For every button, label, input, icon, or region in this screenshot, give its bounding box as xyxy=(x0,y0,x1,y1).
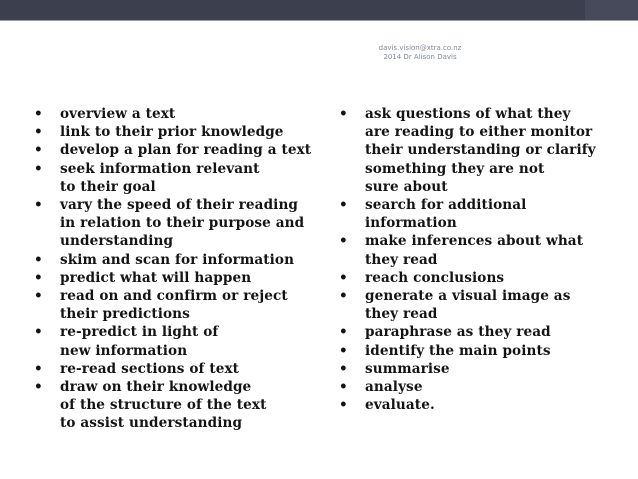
item-text-line: paraphrase as they read xyxy=(365,324,551,341)
item-text-line: make inferences about what xyxy=(365,233,584,250)
item-text-line: something they are not xyxy=(365,160,545,177)
right-list-item xyxy=(339,196,624,232)
header-divider xyxy=(0,20,638,21)
left-list-item xyxy=(34,105,324,123)
right-list-item xyxy=(339,287,624,323)
bullet-icon: • xyxy=(34,160,43,177)
item-text-line: overview a text xyxy=(60,106,176,122)
left-list-item xyxy=(34,360,324,378)
bullet-icon: • xyxy=(34,360,43,377)
right-list-item xyxy=(339,269,624,287)
item-text-line: re-read sections of text xyxy=(60,360,240,377)
item-text-line: search for additional xyxy=(365,197,527,214)
header-accent-block xyxy=(585,0,638,20)
item-text-line: to their goal xyxy=(60,178,156,195)
left-list-item xyxy=(34,378,324,433)
bullet-icon: • xyxy=(34,288,43,305)
left-list-item xyxy=(34,323,324,359)
author-copyright: 2014 Dr Alison Davis xyxy=(383,53,457,61)
left-list-item xyxy=(34,269,324,287)
bullet-icon: • xyxy=(34,197,43,214)
bullet-icon: • xyxy=(339,397,348,414)
right-list-item xyxy=(339,360,624,378)
left-list-item xyxy=(34,160,324,196)
item-text-line: information xyxy=(365,215,457,232)
item-text-line: in relation to their purpose and xyxy=(60,215,305,232)
item-text-line: develop a plan for reading a text xyxy=(60,142,312,159)
bullet-icon: • xyxy=(339,379,348,396)
right-list-item xyxy=(339,105,624,196)
item-text-line: read on and confirm or reject xyxy=(60,288,288,305)
right-list-item xyxy=(339,342,624,360)
bullet-icon: • xyxy=(339,342,348,359)
bullet-icon: • xyxy=(339,324,348,341)
bullet-icon: • xyxy=(34,106,43,122)
right-list-item xyxy=(339,378,624,396)
bullet-icon: • xyxy=(339,106,348,122)
left-list-item xyxy=(34,196,324,251)
item-text-line: to assist understanding xyxy=(60,415,243,432)
left-list-item xyxy=(34,123,324,141)
item-text-line: generate a visual image as xyxy=(365,288,571,305)
header-dark-band xyxy=(0,0,585,20)
item-text-line: draw on their knowledge xyxy=(60,379,252,396)
author-email: davis.vision@xtra.co.nz xyxy=(378,44,462,52)
item-text-line: re-predict in light of xyxy=(60,324,219,341)
right-list-item xyxy=(339,232,624,268)
left-list-item xyxy=(34,287,324,323)
bullet-icon: • xyxy=(34,324,43,341)
item-text-line: new information xyxy=(60,342,188,359)
bullet-icon: • xyxy=(34,251,43,268)
left-list-item xyxy=(34,251,324,269)
right-list-item xyxy=(339,396,624,414)
item-text-line: skim and scan for information xyxy=(60,251,295,268)
item-text-line: ask questions of what they xyxy=(365,106,571,122)
item-text-line: evaluate. xyxy=(365,397,435,414)
right-strategy-list xyxy=(339,105,624,414)
bullet-icon: • xyxy=(339,288,348,305)
right-list-item xyxy=(339,323,624,341)
item-text-line: their understanding or clarify xyxy=(365,142,596,159)
item-text-line: vary the speed of their reading xyxy=(60,197,299,214)
item-text-line: predict what will happen xyxy=(60,269,252,286)
item-text-line: understanding xyxy=(60,233,174,250)
item-text-line: summarise xyxy=(365,360,450,377)
item-text-line: link to their prior knowledge xyxy=(60,124,284,141)
item-text-line: they read xyxy=(365,306,438,323)
bullet-icon: • xyxy=(34,269,43,286)
bullet-icon: • xyxy=(339,269,348,286)
bullet-icon: • xyxy=(34,379,43,396)
item-text-line: sure about xyxy=(365,178,448,195)
item-text-line: reach conclusions xyxy=(365,269,505,286)
bullet-icon: • xyxy=(339,360,348,377)
item-text-line: are reading to either monitor xyxy=(365,124,593,141)
item-text-line: identify the main points xyxy=(365,342,551,359)
author-credit xyxy=(355,44,485,62)
bullet-icon: • xyxy=(339,197,348,214)
bullet-icon: • xyxy=(34,124,43,141)
item-text-line: of the structure of the text xyxy=(60,397,267,414)
item-text-line: seek information relevant xyxy=(60,160,260,177)
item-text-line: their predictions xyxy=(60,306,190,323)
item-text-line: they read xyxy=(365,251,438,268)
bullet-icon: • xyxy=(34,142,43,159)
left-list-item xyxy=(34,141,324,159)
left-strategy-list xyxy=(34,105,324,433)
bullet-icon: • xyxy=(339,233,348,250)
item-text-line: analyse xyxy=(365,379,423,396)
slide-header-bar xyxy=(0,0,638,20)
